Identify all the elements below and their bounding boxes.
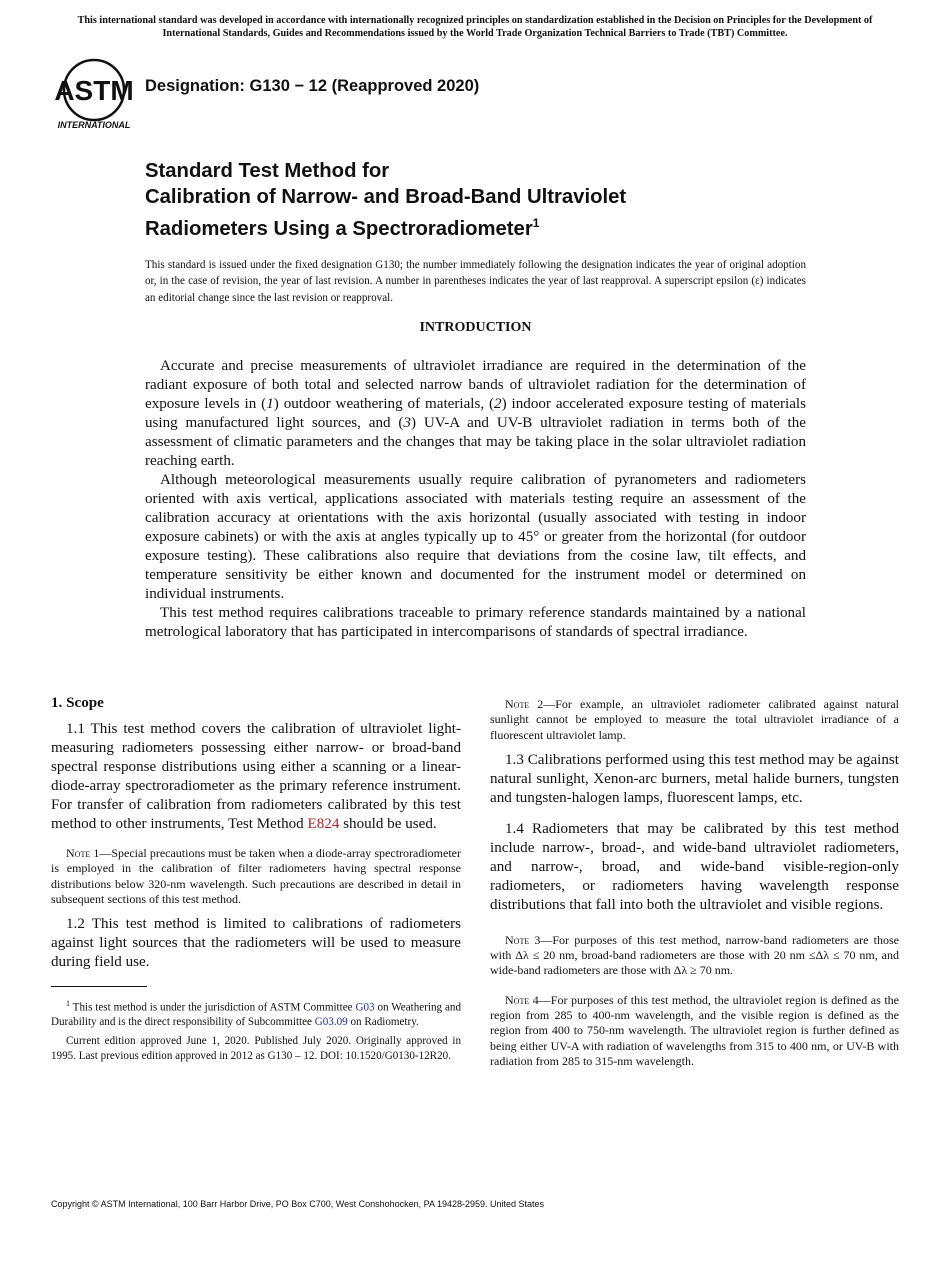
logo-subtext: INTERNATIONAL bbox=[57, 120, 131, 130]
scope-heading: 1. Scope bbox=[51, 695, 104, 711]
reference-1[interactable]: 1 bbox=[266, 396, 274, 412]
right-column bbox=[490, 697, 899, 1077]
title-footnote-mark[interactable]: 1 bbox=[532, 216, 540, 230]
logo-text: ASTM bbox=[54, 75, 134, 106]
reference-3[interactable]: 3 bbox=[403, 415, 411, 431]
footnote-1-mark: 1 bbox=[66, 999, 70, 1009]
title-line-1: Standard Test Method for bbox=[145, 160, 390, 182]
footnote-1: $^1$ This test method is under the jurisdiction of ASTM Committee G03 on Weathering and Durability and is the direct responsibility of Subcommittee G03.09 on Radiometry. bbox=[51, 999, 461, 1029]
issued-statement: This standard is issued under the fixed designation G130; the number immediately following the designation indicates the year of original adoption or, in the case of revision, the year of last revision. A number in parentheses indicates the year of last reapproval. A superscript epsilon (ε) indicates an editorial change since the last revision or reapproval. bbox=[145, 259, 806, 304]
note-1: Note 1—Special precautions must be taken when a diode-array spectroradiometer is employed in the calibration of filter radiometers having spectral response distributions below 320-nm wavelength. Such precautions are described in detail in subsequent sections of this test method. bbox=[51, 846, 461, 906]
section-1-3: 1.3 Calibrations performed using this test method may be against natural sunlight, Xenon-arc burners, metal halide burners, tungsten and tungsten-halogen lamps, fluorescent lamps, etc. bbox=[490, 751, 899, 806]
section-1-2: 1.2 This test method is limited to calibrations of radiometers against light sources that the radiometers will be used to measure during field use. bbox=[51, 916, 461, 971]
e824-link[interactable]: E824 bbox=[307, 816, 340, 832]
section-1-4: 1.4 Radiometers that may be calibrated by this test method include narrow-, broad-, and wide-band ultraviolet radiometers, and narrow-, broad, and wide-band visible-region-only radiometers, or radiometers having wavelength response distributions that fall into both the ultraviolet and visible regions. bbox=[490, 820, 899, 913]
note-1-label: Note 1 bbox=[66, 846, 100, 860]
introduction-body bbox=[145, 357, 806, 642]
left-column bbox=[51, 695, 461, 1067]
note-2-label: Note 2 bbox=[505, 697, 544, 711]
designation: Designation: G130 − 12 (Reapproved 2020) bbox=[145, 77, 480, 95]
copyright: Copyright © ASTM International, 100 Barr Harbor Drive, PO Box C700, West Conshohocken, PA 19428-2959. United States bbox=[51, 1199, 545, 1209]
footnote-divider bbox=[51, 986, 147, 987]
title-line-2: Calibration of Narrow- and Broad-Band Ultraviolet bbox=[145, 186, 627, 208]
note-2: Note 2—For example, an ultraviolet radiometer calibrated against natural sunlight cannot be employed to measure the total ultraviolet irradiance of a fluorescent ultraviolet lamp. bbox=[490, 697, 899, 742]
top-notice: This international standard was developed in accordance with internationally recognized principles on standardization established in the Decision on Principles for the Development of International Standards, Guides and Recommendations issued by the World Trade Organization Technical Barriers to Trade (TBT) Committee. bbox=[77, 15, 873, 39]
astm-logo bbox=[52, 57, 136, 133]
document-title bbox=[145, 158, 626, 242]
intro-paragraph-3: This test method requires calibrations traceable to primary reference standards maintained by a national metrological laboratory that has participated in intercomparisons of standards of spectral irradiance. bbox=[145, 605, 806, 640]
introduction-heading: INTRODUCTION bbox=[419, 320, 532, 335]
edition-note: Current edition approved June 1, 2020. Published July 2020. Originally approved in 1995. Last previous edition approved in 2012 as G130 – 12. DOI: 10.1520/G0130-12R20. bbox=[51, 1035, 461, 1062]
note-4: Note 4—For purposes of this test method, the ultraviolet region is defined as the region from 285 to 400-nm wavelength, and the visible region is defined as the region from 400 to 750-nm wavelength. The ultraviolet region is further defined as being either UV-A with radiation of wavelengths from 315 to 400 nm, or UV-B with radiation from 285 to 315-nm wavelength. bbox=[490, 992, 900, 1068]
reference-2[interactable]: 2 bbox=[494, 396, 502, 412]
g03-link[interactable]: G03 bbox=[355, 1001, 375, 1014]
intro-paragraph-2: Although meteorological measurements usually require calibration of pyranometers and radiometers oriented with axis vertical, applications associated with materials testing require an assessment of the calibration accuracy at orientations with the axis horizontal (usually associated with testing in indoor exposure cabinets) or with the axis at angles typically up to 45° or greater from the horizontal (for outdoor exposure testing). These calibrations also require that deviations from the cosine law, tilt effects, and temperature sensitivity be either known and documented for the instrument model or determined on individual instruments. bbox=[145, 472, 806, 602]
note-3-label: Note 3 bbox=[505, 932, 541, 947]
section-1-1: 1.1 This test method covers the calibration of ultraviolet light-measuring radiometers possessing either narrow- or broad-band spectral response distributions using either a scanning or a linear-diode-array spectroradiometer as the primary reference instrument. For transfer of calibration from radiometers calibrated by this test method to other instruments, Test Method E824 should be used. bbox=[51, 721, 461, 832]
intro-paragraph-1: Accurate and precise measurements of ultraviolet irradiance are required in the determination of the radiant exposure of both total and selected narrow bands of ultraviolet radiation for the determination of exposure levels in (1) outdoor weathering of materials, (2) indoor accelerated exposure testing of materials using manufactured light sources, and (3) UV-A and UV-B ultraviolet radiation in terms both of the assessment of climatic parameters and the changes that may be taking place in the solar ultraviolet radiation reaching earth. bbox=[145, 358, 806, 469]
title-line-3: Radiometers Using a Spectroradiometer bbox=[145, 217, 533, 240]
g03-09-link[interactable]: G03.09 bbox=[314, 1016, 348, 1029]
note-3: Note 3—For purposes of this test method, narrow-band radiometers are those with Δλ ≤ 20 nm, broad-band radiometers are those with 20 nm ≤Δλ ≤ 70 nm, and wide-band radiometers are those with Δλ ≥ 70 nm. bbox=[490, 932, 899, 978]
note-4-label: Note 4 bbox=[505, 992, 539, 1007]
